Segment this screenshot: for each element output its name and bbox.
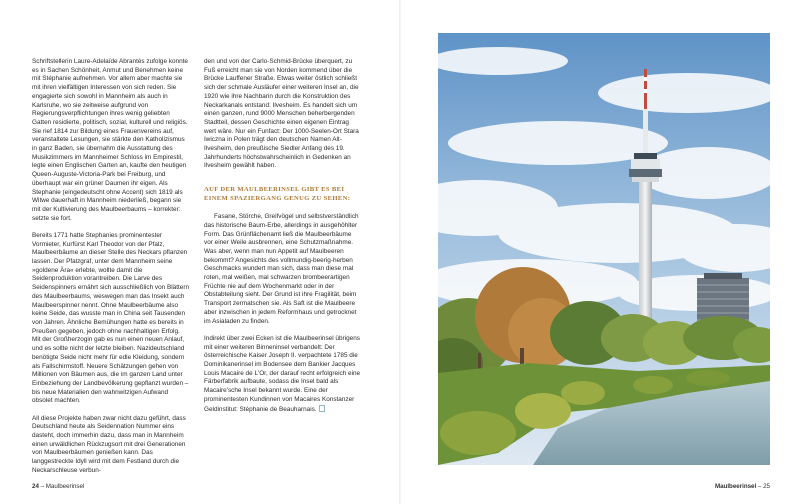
paragraph: den und von der Carlo-Schmid-Brücke überquert, zu Fuß erreicht man sie von Norden kommend über die Brücke Lauffener Straße. Etwas weiter östlich schließt sich der schmale Ausläufer einer weiteren Insel an, die 1920 wie ihre Nachbarin durch die Konstruktion des Neckarkanals entstand: Ilvesheim. Es handelt sich um einen ganzen, rund 9000 Menschen beherbergenden Stadtteil, dessen Geschichte einen eigenen Eintrag wert wäre. Nur ein Funfact: Der 1000-Seelen-Ort Stara Iwiczna in Polen trägt den deutschen Namen Alt-Ilvesheim, den preußische Siedler Anfang des 19. Jahrhunderts höchstwahrscheinlich in Gedenken an Ilvesheim gewählt haben. — [204, 58, 359, 170]
folio-separator: – — [38, 483, 46, 490]
section-heading: AUF DER MAULBEERINSEL GIBT ES BEI EINEM SPAZIERGANG GENUG ZU SEHEN: — [204, 186, 351, 203]
paragraph: Bereits 1771 hatte Stephanies prominentester Vormieter, Kurfürst Karl Theodor von der Pfalz, Maulbeerbäume an dieser Stelle des Neckars pflanzen lassen. Der Pfalzgraf, unter dem Mannheim seine »goldene Ära« erlebte, wollte damit die Seidenproduktion vorantreiben. Die Larve des Seidenspinners ernährt sich ausschließlich von Blättern des Maulbeerbaums, weswegen man das Insekt auch Maulbeerspinner nennt. Ohne Maulbeerbäume also keine Seide, das wusste man in China seit Tausenden von Jahren. Ähnliche Bemühungen hatte es bereits in Preußen gegeben, jedoch ohne nachhaltigen Erfolg. Mit der Großherzogin gab es nun einen neuen Anlauf, und es sollte nicht der letzte bleiben. Nazideutschland benötigte Seide nicht mehr für edle Kleidung, sondern als Fallschirmstoff. Neuere Schätzungen gehen von Millionen von Bäumen aus, die im ganzen Land unter Einbeziehung der Landbevölkerung gepflanzt wurden – bis neue Materialien den wahnwitzigen Aufwand obsolet machten. — [32, 231, 190, 405]
page-number: 25 — [763, 483, 770, 490]
gutter — [399, 0, 401, 504]
paragraph: Fasane, Störche, Greifvögel und selbstverständlich das historische Baum-Erbe, allerdings in ausgehöhlter Form. Das Grünflächenamt ließ die Maulbeerbäume vor einer Weile ausbrennen, eine Schutzmaßnahme. Was aber, wenn man nun Appetit auf Maulbeeren bekommt? Angesichts des vollmundig-beerig-herben Geschmacks wundert man sich, dass man diese mal roten, mal weißen, mal schwarzen brombeerartigen Früchte nie auf dem Wochenmarkt oder in der Obstabteilung sieht. Der Grund ist ihre Fragilität, beim Transport zermatschen sie. Als Saft ist die Maulbeere aber inzwischen in jedem Reformhaus und getrocknet im Asialaden zu finden. — [204, 213, 359, 325]
paragraph — [204, 335, 362, 414]
photo-television-tower-river — [438, 33, 770, 465]
page-number: 24 — [32, 483, 39, 490]
running-title: Maulbeerinsel — [714, 483, 757, 490]
text-column-1 — [32, 58, 190, 484]
paragraph: All diese Projekte haben zwar nicht dazu geführt, dass Deutschland heute als Seidennation Nummer eins dasteht, doch immerhin dazu, dass man in Mannheim einen urwäldlichen Rückzugsort mit drei Generationen von Maulbeerbäumen genießen kann. Das langgestreckte Idyll wird mit dem Festland durch die Neckarschleuse verbun- — [32, 414, 186, 474]
text-column-2 — [204, 58, 362, 423]
end-of-article-icon — [319, 405, 325, 412]
paragraph-text: Indirekt über zwei Ecken ist die Maulbeerinsel übrigens mit einer weiteren Binneninsel verbandelt: Der österreichische Kaiser Joseph II. verpachtete 1785 die Dominikanerinsel im Bodensee dem Bankier Jacques Louis Macaire de L'Or, der darauf recht erfolgreich eine Färberfabrik aufbaute, sodass die Insel bald als Macaire'sche Insel bekannt wurde. Eine der prominentesten Kundinnen von Macaires Konstanzer Geldinstitut: Stéphanie de Beauharnais. — [204, 334, 361, 413]
page-footer-left — [32, 483, 84, 491]
folio-separator: – — [756, 483, 764, 490]
page-footer-right — [715, 483, 770, 491]
paragraph: Schriftstellerin Laure-Adelaïde Abrantès zufolge konnte es in Sachen Schönheit, Anmut und Benehmen keine mit Stéphanie aufnehmen. Vor allem aber machte sie mit ihren vielfältigen Interessen von sich reden. Sie engagierte sich sowohl in Mannheim als auch in Karlsruhe, wo sie zeitweise aufgrund von Regierungsverpflichtungen ihres wenig geliebten Gatten residierte, politisch, sozial, kulturell und religiös. Sie rief 1814 zur Bildung eines Frauenvereins auf, veranstaltete Lesungen, sie stärkte den Katholizismus in ganz Baden, sie übernahm die Ausstattung des Musikzimmers im Mannheimer Schloss im Empirestil, legte einen Englischen Garten an, kaufte den heutigen Queen-Auguste-Victoria-Park bei Freiburg, und überhaupt war ein grüner Daumen ihr eigen. Als Stephanie (eingedeutscht ohne Accent) sich 1819 als Witwe dauerhaft in Mannheim niederließ, begann sie mit der Kultivierung des Maulbeerbaums – korrekter: setzte sie fort. — [32, 58, 188, 222]
running-title: Maulbeerinsel — [45, 483, 85, 490]
